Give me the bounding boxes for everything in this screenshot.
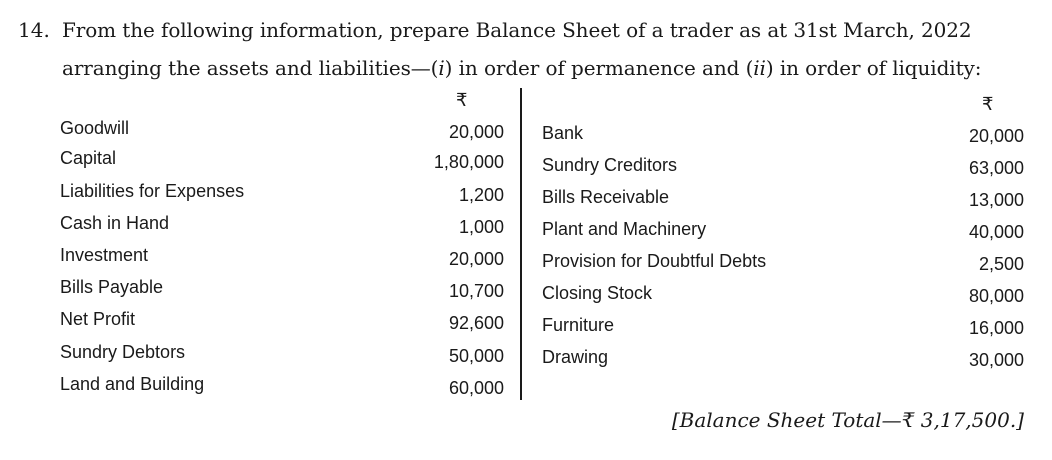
left-item-name: Liabilities for Expenses — [60, 181, 245, 201]
right-item-amount: 2,500 — [978, 254, 1024, 274]
left-item-amount: 10,700 — [448, 281, 504, 301]
left-item-name: Net Profit — [60, 309, 136, 329]
left-item-name: Cash in Hand — [60, 213, 170, 233]
right-item-amount: 80,000 — [968, 286, 1024, 306]
left-item-name: Sundry Debtors — [60, 342, 186, 362]
right-item-amount: 13,000 — [968, 190, 1024, 210]
question-number: 14. — [18, 18, 50, 42]
right-item-name: Closing Stock — [542, 283, 653, 303]
question-line-2: arranging the assets and liabilities—(i) in order of permanence and (ii) in order of liquidity: — [62, 56, 982, 80]
left-item-amount: 60,000 — [448, 378, 504, 398]
right-item-amount: 63,000 — [968, 158, 1024, 178]
left-item-amount: 20,000 — [448, 249, 504, 269]
right-item-amount: 16,000 — [968, 318, 1024, 338]
right-item-amount: 20,000 — [968, 126, 1024, 146]
right-item-name: Plant and Machinery — [542, 219, 707, 239]
left-item-amount: 1,80,000 — [433, 152, 504, 172]
left-item-name: Bills Payable — [60, 277, 164, 297]
rupee-symbol-right: ₹ — [982, 94, 994, 115]
left-item-name: Land and Building — [60, 374, 205, 394]
left-item-amount: 50,000 — [448, 346, 504, 366]
left-item-name: Goodwill — [60, 118, 130, 138]
left-item-amount: 1,200 — [458, 185, 504, 205]
right-item-name: Provision for Doubtful Debts — [542, 251, 767, 271]
left-item-name: Investment — [60, 245, 149, 265]
left-item-amount: 1,000 — [458, 217, 504, 237]
question-line-1: From the following information, prepare Balance Sheet of a trader as at 31st March, 2022 — [62, 18, 972, 42]
right-item-name: Furniture — [542, 315, 615, 335]
right-item-name: Drawing — [542, 347, 609, 367]
right-item-amount: 40,000 — [968, 222, 1024, 242]
right-item-name: Bills Receivable — [542, 187, 670, 207]
right-item-name: Sundry Creditors — [542, 155, 678, 175]
right-item-amount: 30,000 — [968, 350, 1024, 370]
left-item-name: Capital — [60, 148, 117, 168]
left-item-amount: 20,000 — [448, 122, 504, 142]
rupee-symbol-left: ₹ — [456, 90, 468, 111]
left-item-amount: 92,600 — [448, 313, 504, 333]
right-item-name: Bank — [542, 123, 584, 143]
balance-sheet-total: [Balance Sheet Total—₹ 3,17,500.] — [671, 408, 1024, 432]
column-divider — [520, 88, 522, 400]
